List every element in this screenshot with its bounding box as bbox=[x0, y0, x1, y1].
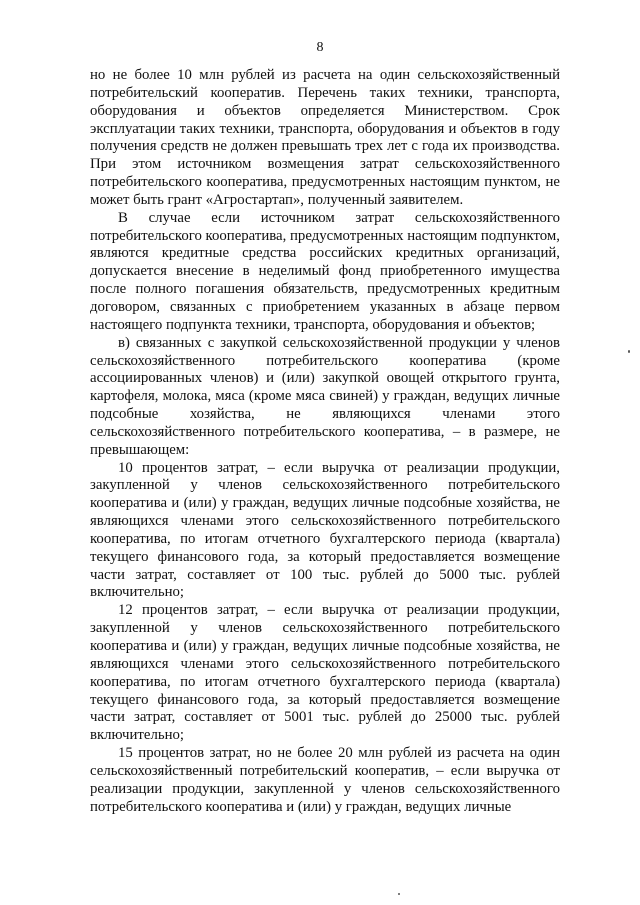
paragraph-2: В случае если источником затрат сельскохозяйственного потребительского кооператива, предусмотренных настоящим подпунктом, являются кредитные средства российских кредитных организаций, допускается внесение в неделимый фонд приобретенного имущества после полного погашения обязательств, предусмотренных кредитным договором, связанных с приобретением указанных в абзаце первом настоящего подпункта техники, транспорта, оборудования и объектов; bbox=[90, 209, 560, 333]
paragraph-4: 10 процентов затрат, – если выручка от реализации продукции, закупленной у членов сельскохозяйственного потребительского кооператива и (или) у граждан, ведущих личные подсобные хозяйства, не являющихся членами этого сельскохозяйственного потребительского кооператива, по итогам отчетного бухгалтерского периода (квартала) текущего финансового года, за который предоставляется возмещение части затрат, составляет от 100 тыс. рублей до 5000 тыс. рублей включительно; bbox=[90, 459, 560, 601]
scan-speck-bottom bbox=[398, 893, 400, 895]
paragraph-1: но не более 10 млн рублей из расчета на один сельскохозяйственный потребительский кооператив. Перечень таких техники, транспорта, оборудования и объектов определяется Министерством. Срок эксплуатации таких техники, транспорта, оборудования и объектов в году получения средств не должен превышать трех лет с года их производства. При этом источником возмещения затрат сельскохозяйственного потребительского кооператива, предусмотренных настоящим пунктом, не может быть грант «Агростартап», полученный заявителем. bbox=[90, 67, 560, 208]
paragraph-3: в) связанных с закупкой сельскохозяйственной продукции у членов сельскохозяйственного потребительского кооператива (кроме ассоциированных членов) и (или) закупкой овощей открытого грунта, картофеля, молока, мяса (кроме мяса свиней) у граждан, ведущих личные подсобные хозяйства, не являющихся членами этого сельскохозяйственного потребительского кооператива, – в размере, не превышающем: bbox=[90, 334, 560, 458]
document-body bbox=[90, 67, 560, 816]
paragraph-5: 12 процентов затрат, – если выручка от реализации продукции, закупленной у членов сельскохозяйственного потребительского кооператива и (или) у граждан, ведущих личные подсобные хозяйства, не являющихся членами этого сельскохозяйственного потребительского кооператива, по итогам отчетного бухгалтерского периода (квартала) текущего финансового года, за который предоставляется возмещение части затрат, составляет от 5001 тыс. рублей до 25000 тыс. рублей включительно; bbox=[90, 602, 560, 744]
page-number: 8 bbox=[316, 40, 324, 55]
scan-speck-right bbox=[628, 350, 630, 353]
paragraph-6: 15 процентов затрат, но не более 20 млн рублей из расчета на один сельскохозяйственный потребительский кооператив, – если выручка от реализации продукции, закупленной у членов сельскохозяйственного потребительского кооператива и (или) у граждан, ведущих личные bbox=[90, 745, 560, 815]
